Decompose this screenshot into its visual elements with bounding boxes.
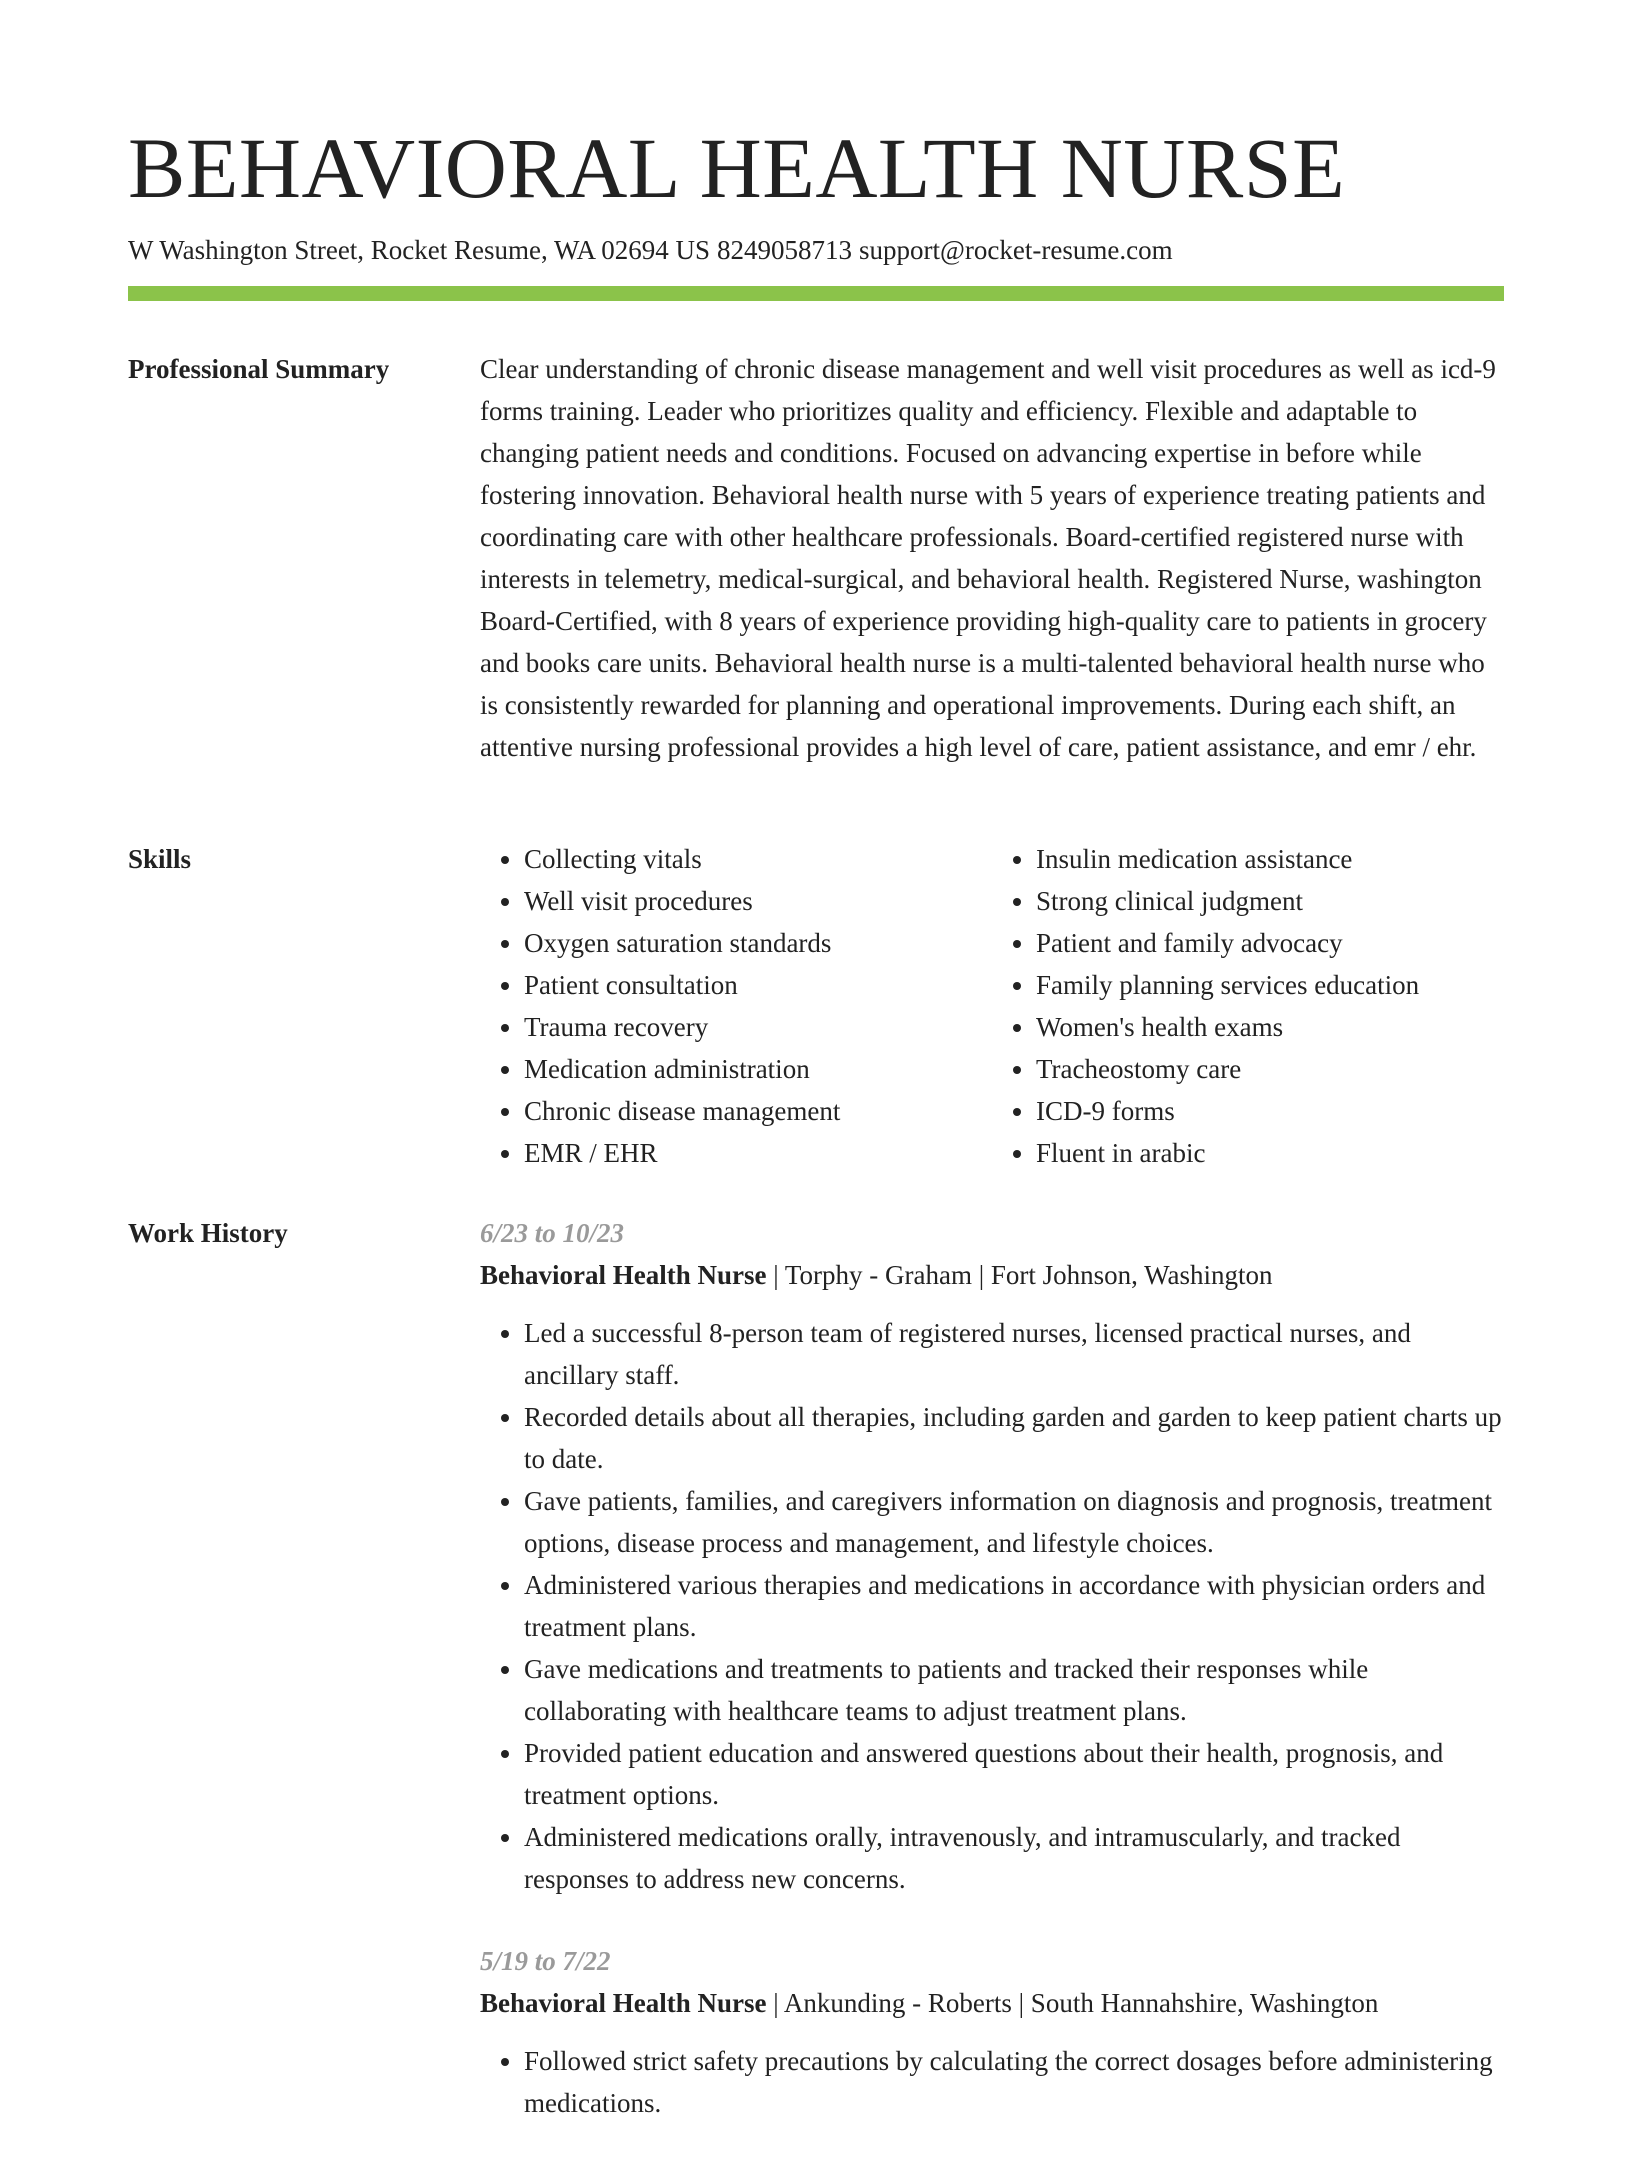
job-separator: | — [978, 1260, 991, 1290]
skill-item: • Well visit procedures — [524, 880, 992, 922]
skill-item: • Collecting vitals — [524, 838, 992, 880]
job-bullet: • Followed strict safety precautions by calculating the correct dosages before administering medications. — [524, 2040, 1504, 2124]
skill-item: • Strong clinical judgment — [1036, 880, 1504, 922]
skill-item: • Insulin medication assistance — [1036, 838, 1504, 880]
summary-text: Clear understanding of chronic disease management and well visit procedures as well as icd-9 forms training. Leader who prioritizes quality and efficiency. Flexible and adaptable to changing patient needs and conditions. Focused on advancing expertise in before while fostering innovation. Behavioral health nurse with 5 years of experience treating patients and coordinating care with other healthcare professionals. Board-certified registered nurse with interests in telemetry, medical-surgical, and behavioral health. Registered Nurse, washington Board-Certified, with 8 years of experience providing high-quality care to patients in grocery and books care units. Behavioral health nurse is a multi-talented behavioral health nurse who is consistently rewarded for planning and operational improvements. During each shift, an attentive nursing professional provides a high level of care, patient assistance, and emr / ehr. — [480, 354, 1496, 762]
job-bullet: • Led a successful 8-person team of registered nurses, licensed practical nurses, and ancillary staff. — [524, 1312, 1504, 1396]
skill-item: • Women's health exams — [1036, 1006, 1504, 1048]
candidate-title: BEHAVIORAL HEALTH NURSE — [128, 120, 1346, 216]
job-entry — [480, 1212, 1504, 1900]
skills-list-left — [480, 838, 992, 1174]
job-dates: 6/23 to 10/23 — [480, 1218, 625, 1248]
job-bullet-list — [480, 1312, 1504, 1900]
accent-divider — [128, 286, 1504, 301]
skill-item: • ICD-9 forms — [1036, 1090, 1504, 1132]
job-bullet: • Gave medications and treatments to patients and tracked their responses while collaborating with healthcare teams to adjust treatment plans. — [524, 1648, 1504, 1732]
job-bullet: • Administered medications orally, intravenously, and intramuscularly, and tracked responses to address new concerns. — [524, 1816, 1504, 1900]
job-heading — [480, 1982, 1504, 2024]
job-company: Ankunding - Roberts — [783, 1988, 1012, 2018]
job-bullet: • Administered various therapies and medications in accordance with physician orders and treatment plans. — [524, 1564, 1504, 1648]
job-bullet: • Recorded details about all therapies, including garden and garden to keep patient charts up to date. — [524, 1396, 1504, 1480]
skills-list-right — [992, 838, 1504, 1174]
skill-item: • Trauma recovery — [524, 1006, 992, 1048]
skill-item: • Patient and family advocacy — [1036, 922, 1504, 964]
job-location: South Hannahshire, Washington — [1030, 1988, 1379, 2018]
contact-address: W Washington Street, Rocket Resume, WA 02694 US — [128, 235, 711, 265]
skill-item: • Family planning services education — [1036, 964, 1504, 1006]
job-title: Behavioral Health Nurse — [480, 1988, 767, 2018]
skills-section — [128, 838, 1504, 1174]
skill-item: • Patient consultation — [524, 964, 992, 1006]
contact-phone: 8249058713 — [717, 235, 853, 265]
job-title: Behavioral Health Nurse — [480, 1260, 767, 1290]
work-history-heading: Work History — [128, 1218, 288, 1248]
skill-item: • EMR / EHR — [524, 1132, 992, 1174]
job-separator: | — [773, 1988, 784, 2018]
job-separator: | — [773, 1260, 785, 1290]
skill-item: • Chronic disease management — [524, 1090, 992, 1132]
skills-columns — [480, 838, 1504, 1174]
job-bullet-list — [480, 2040, 1504, 2124]
job-bullet: • Gave patients, families, and caregivers information on diagnosis and prognosis, treatment options, disease process and management, and lifestyle choices. — [524, 1480, 1504, 1564]
work-history-body — [480, 1212, 1504, 2164]
resume-header — [128, 118, 1504, 268]
skills-heading: Skills — [128, 844, 192, 874]
skill-item: • Fluent in arabic — [1036, 1132, 1504, 1174]
contact-line — [128, 232, 1504, 268]
summary-section — [128, 348, 1504, 768]
summary-heading: Professional Summary — [128, 354, 390, 384]
job-separator: | — [1018, 1988, 1031, 2018]
skill-item: • Tracheostomy care — [1036, 1048, 1504, 1090]
job-entry — [480, 1940, 1504, 2124]
skill-item: • Oxygen saturation standards — [524, 922, 992, 964]
skill-item: • Medication administration — [524, 1048, 992, 1090]
work-history-section — [128, 1212, 1504, 2164]
contact-email[interactable]: support@rocket-resume.com — [859, 235, 1173, 265]
job-dates: 5/19 to 7/22 — [480, 1946, 611, 1976]
job-bullet: • Provided patient education and answered questions about their health, prognosis, and treatment options. — [524, 1732, 1504, 1816]
job-heading — [480, 1254, 1504, 1296]
job-location: Fort Johnson, Washington — [990, 1260, 1273, 1290]
job-company: Torphy - Graham — [784, 1260, 972, 1290]
